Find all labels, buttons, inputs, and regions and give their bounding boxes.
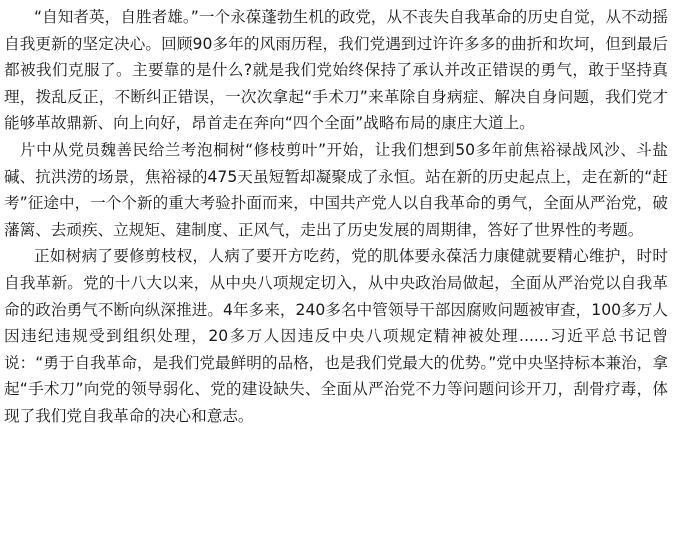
paragraph-3: 正如树病了要修剪枝杈，人病了要开方吃药，党的肌体要永葆活力康健就要精心维护，时时自我革新。党的十八大以来，从中央八项规定切入，从中央政治局做起，全面从严治党以自我革命的政治勇气不断向纵深推进。4年多来，240多名中管领导干部因腐败问题被审查，100多万人因违纪违规受到组织处理，20多万人因违反中央八项规定精神被处理......习近平总书记曾说：“勇于自我革命，是我们党最鲜明的品格，也是我们党最大的优势。”党中央坚持标本兼治，拿起“手术刀”向党的领导弱化、党的建设缺失、全面从严治党不力等问题问诊开刀，刮骨疗毒，体现了我们党自我革命的决心和意志。 (4, 247, 668, 425)
article-body (4, 4, 668, 430)
paragraph-2: 片中从党员魏善民给兰考泡桐树“修枝剪叶”开始，让我们想到50多年前焦裕禄战风沙、斗盐碱、抗洪涝的场景，焦裕禄的475天虽短暂却凝聚成了永恒。站在新的历史起点上，走在新的“赶考”征途中，一个个新的重大考验扑面而来，中国共产党人以自我革命的勇气，全面从严治党，破藩篱、去顽疾、立规矩、建制度、正风气，走出了历史发展的周期律，答好了世界性的考题。 (4, 140, 668, 239)
paragraph-1: “自知者英，自胜者雄。”一个永葆蓬勃生机的政党，从不丧失自我革命的历史自觉，从不动摇自我更新的坚定决心。回顾90多年的风雨历程，我们党遇到过许许多多的曲折和坎坷，但到最后都被我们克服了。主要靠的是什么?就是我们党始终保持了承认并改正错误的勇气，敢于坚持真理，拨乱反正，不断纠正错误，一次次拿起“手术刀”来革除自身病症、解决自身问题，我们党才能够革故鼎新、向上向好，昂首走在奔向“四个全面”战略布局的康庄大道上。 (4, 8, 668, 133)
